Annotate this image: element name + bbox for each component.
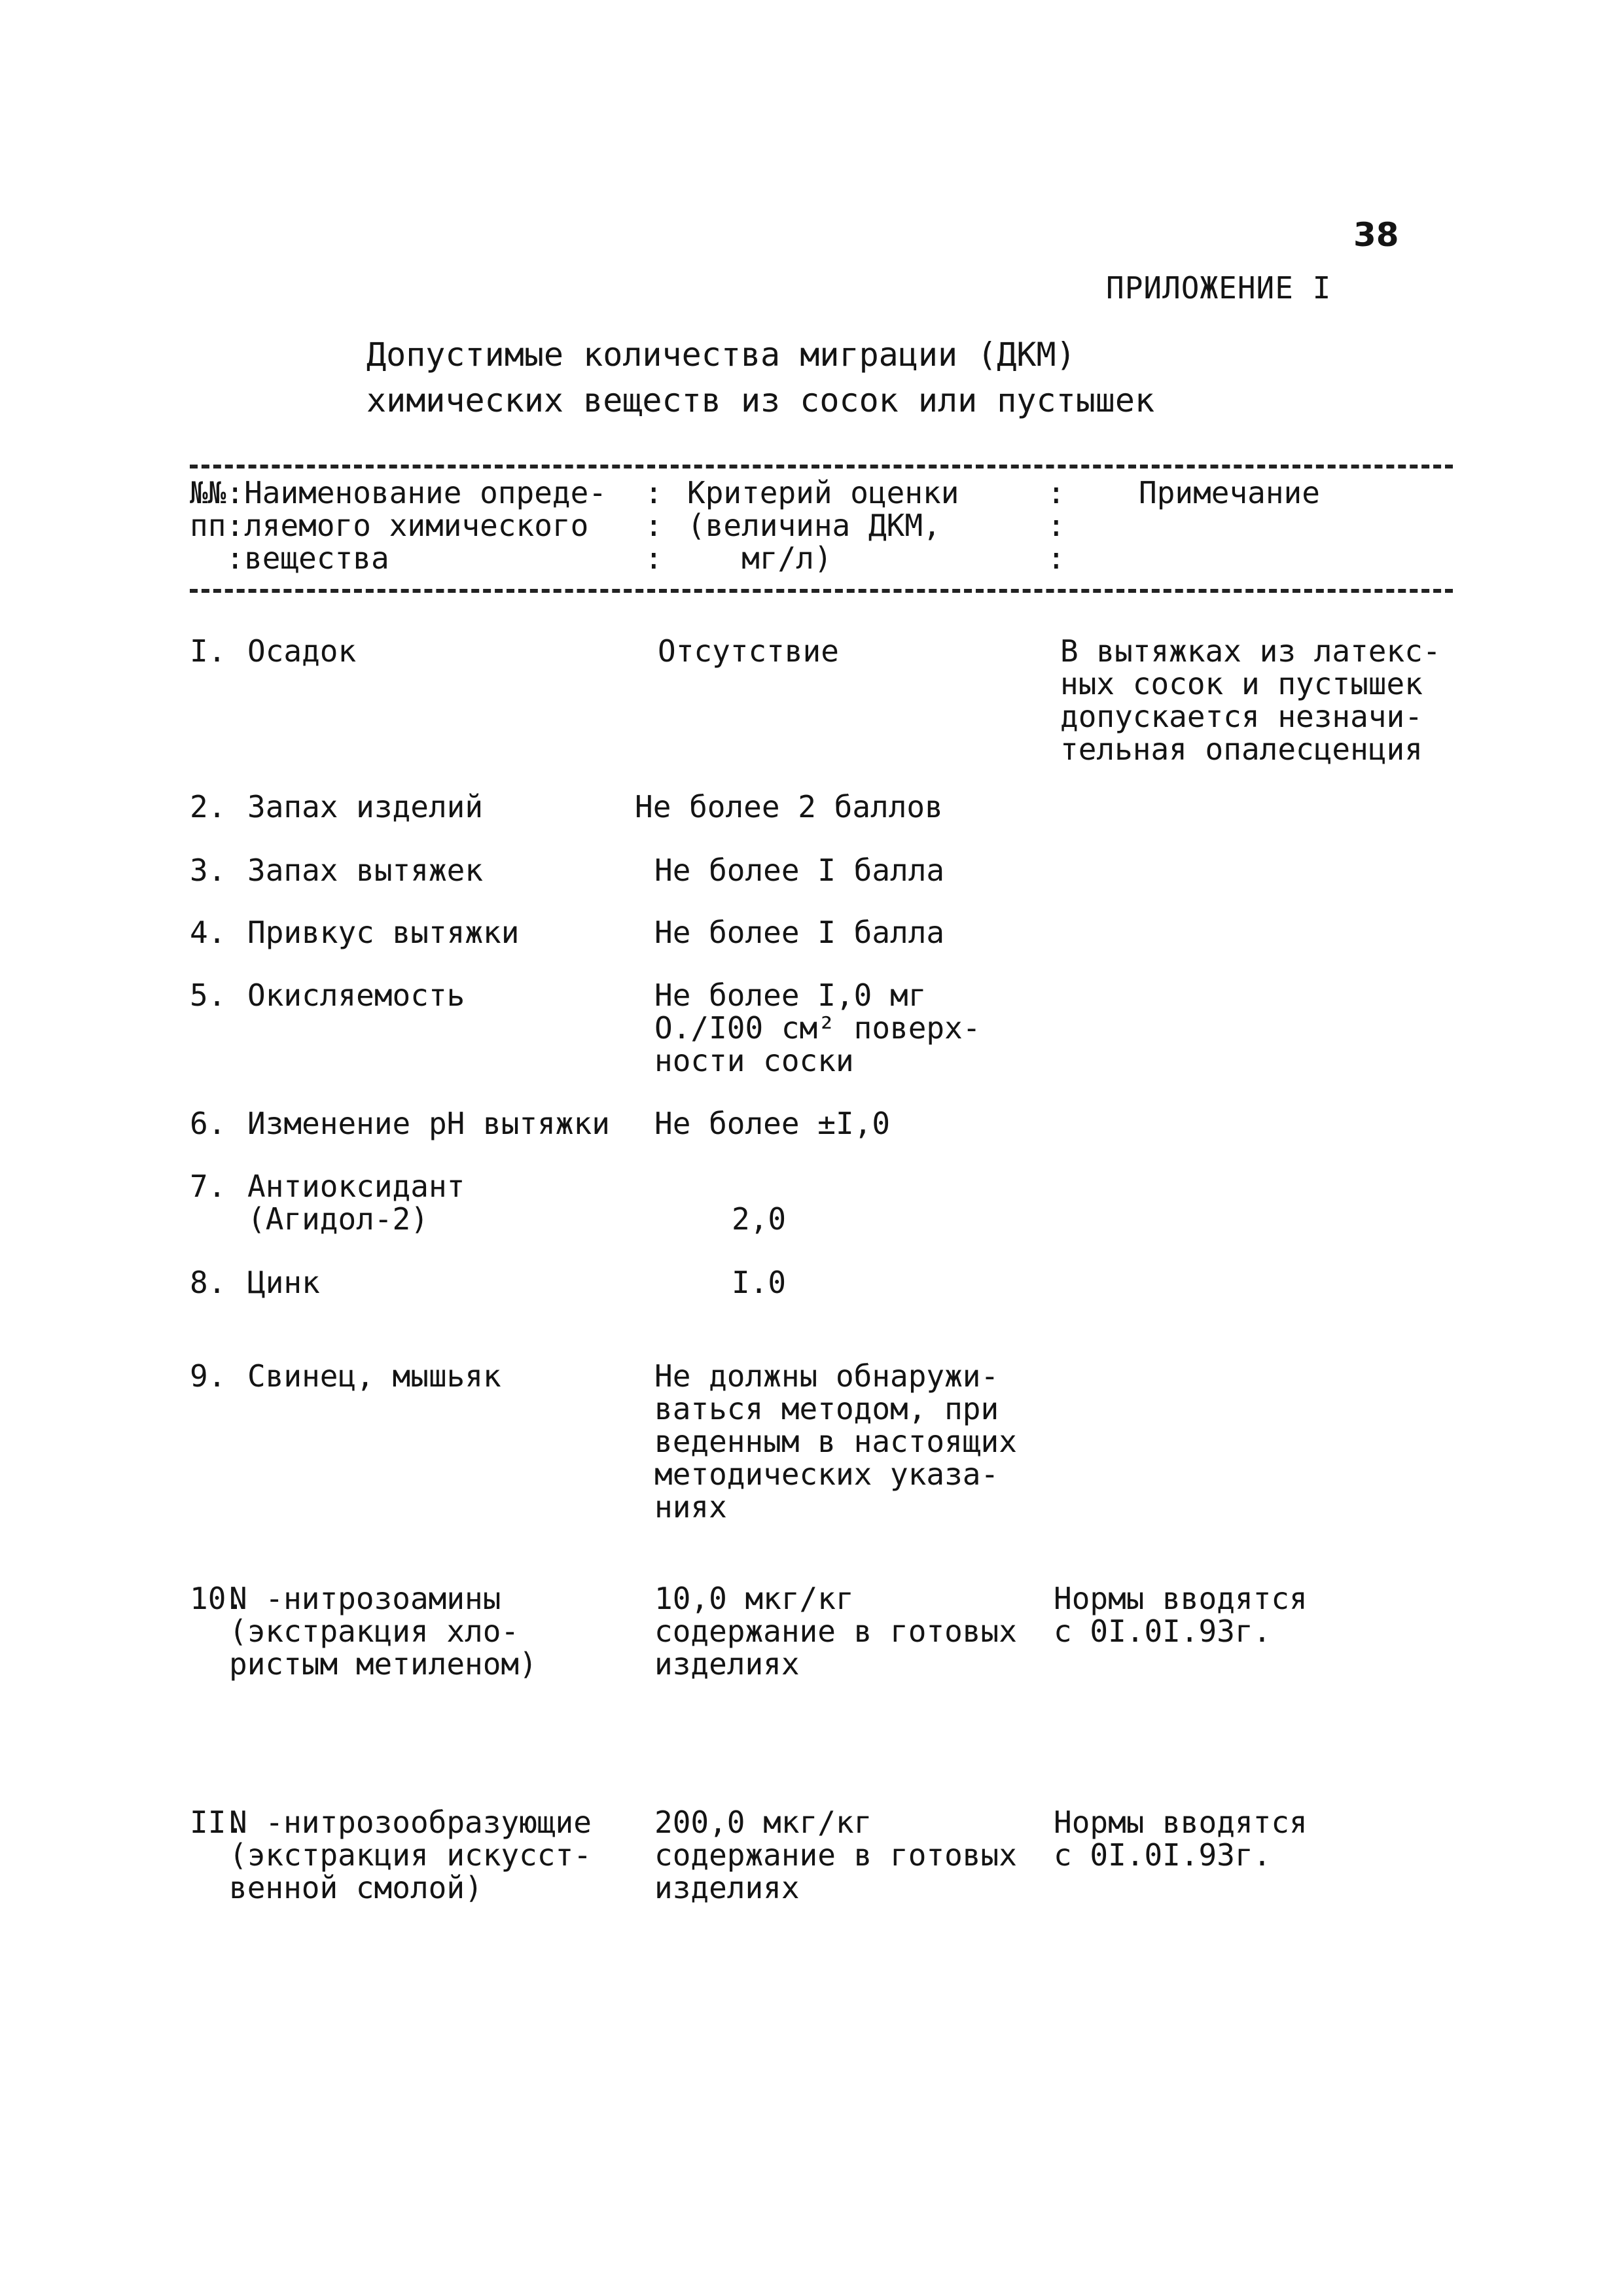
criterion-value: 10,0 мкг/кг содержание в готовых изделиях bbox=[654, 1581, 1017, 1682]
page-number: 38 bbox=[1353, 216, 1399, 254]
criterion-value: Не более ±I,0 bbox=[654, 1106, 891, 1141]
header-column-criterion: Критерий оценки (величина ДКМ, мг/л) bbox=[687, 475, 959, 576]
row-number: II. bbox=[190, 1805, 245, 1840]
row-number: 9. bbox=[190, 1358, 226, 1394]
header-column-note: Примечание bbox=[1139, 475, 1320, 510]
substance-name: N -нитрозоамины (экстракция хло- ристым метиленом) bbox=[229, 1581, 537, 1682]
document-title-line-1: Допустимые количества миграции (ДКМ) bbox=[366, 336, 1076, 374]
criterion-value: Не более I,0 мг О./I00 см² поверх- ности соски bbox=[654, 978, 981, 1078]
row-number: 2. bbox=[190, 789, 226, 824]
substance-name: Окисляемость bbox=[247, 978, 465, 1013]
row-number: 4. bbox=[190, 915, 226, 950]
appendix-label: ПРИЛОЖЕНИЕ I bbox=[1106, 270, 1332, 306]
row-number: 5. bbox=[190, 978, 226, 1013]
row-number: 6. bbox=[190, 1106, 226, 1141]
substance-name: Цинк bbox=[247, 1265, 320, 1300]
substance-name: Изменение рН вытяжки bbox=[247, 1106, 610, 1141]
table-header-rule bbox=[190, 589, 1453, 593]
row-number: 7. bbox=[190, 1169, 226, 1204]
criterion-value: Не более I балла bbox=[654, 915, 945, 950]
table-top-rule bbox=[190, 465, 1453, 468]
criterion-value: 200,0 мкг/кг содержание в готовых изделиях bbox=[654, 1805, 1017, 1905]
note-text: Нормы вводятся с 0I.0I.93г. bbox=[1054, 1581, 1308, 1649]
criterion-value: Не более I балла bbox=[654, 853, 945, 888]
criterion-value: 2,0 bbox=[732, 1201, 787, 1237]
substance-name: N -нитрозообразующие (экстракция искусст- венной смолой) bbox=[229, 1805, 592, 1905]
substance-name: Запах вытяжек bbox=[247, 853, 484, 888]
row-number: I. bbox=[190, 633, 226, 669]
substance-name: Свинец, мышьяк bbox=[247, 1358, 501, 1394]
criterion-value: Отсутствие bbox=[658, 633, 839, 669]
document-title-line-2: химических веществ из сосок или пустышек bbox=[366, 381, 1155, 419]
note-text: Нормы вводятся с 0I.0I.93г. bbox=[1054, 1805, 1308, 1873]
criterion-value: Не должны обнаружи- ваться методом, при веденным в настоящих методических указа- ниях bbox=[654, 1358, 1017, 1525]
substance-name: Привкус вытяжки bbox=[247, 915, 520, 950]
header-column-separator: : : : bbox=[645, 475, 663, 576]
substance-name: Антиоксидант (Агидол-2) bbox=[247, 1169, 465, 1237]
row-number: 3. bbox=[190, 853, 226, 888]
substance-name: Осадок bbox=[247, 633, 357, 669]
header-column-number-name: №№:Наименование опреде- пп:ляемого химического :вещества bbox=[190, 475, 607, 576]
header-column-separator: : : : bbox=[1047, 475, 1065, 576]
criterion-value: I.0 bbox=[732, 1265, 787, 1300]
row-number: 8. bbox=[190, 1265, 226, 1300]
note-text: В вытяжках из латекс- ных сосок и пустышек допускается незначи- тельная опалесценция bbox=[1060, 633, 1441, 767]
criterion-value: Не более 2 баллов bbox=[635, 789, 943, 824]
row-number: 10. bbox=[190, 1581, 245, 1616]
substance-name: Запах изделий bbox=[247, 789, 484, 824]
